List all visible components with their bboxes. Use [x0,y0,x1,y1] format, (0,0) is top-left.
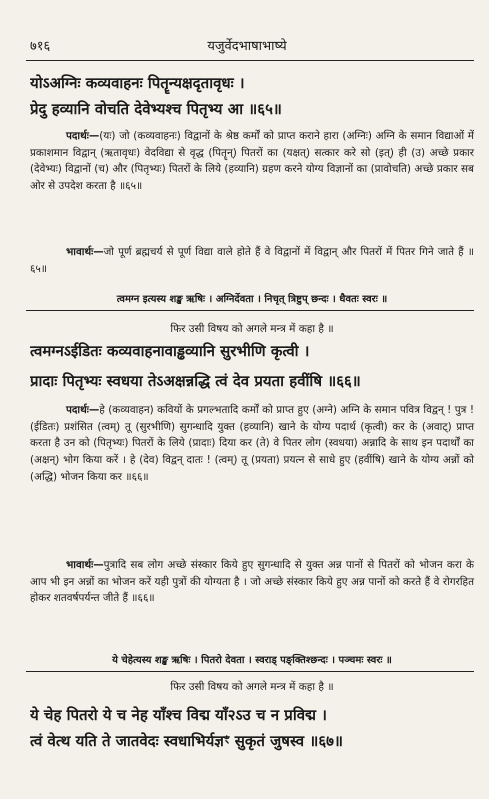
padartha-text: (यः) जो (कव्यवाहनः) विद्वानों के श्रेष्ठ कर्मों को प्राप्त कराने हारा (अग्निः) अग्नि के समान विद्याओं में प्रकाशमान विद्वान् (ऋतावृधः) वेदविद्या से वृद्ध (पितॄन्) पितरों का (यक्षत्) सत्कार करे सो (इत्) ही (उ) अच्छे प्रकार (देवेभ्यः) विद्वानों (च) और (पितृभ्यः) पितरों के लिये (हव्यानि) ग्रहण करने योग्य विज्ञानों का (प्रावोचति) अच्छे प्रकार सब ओर से उपदेश करता है ॥६५॥ [30,130,474,193]
section-rule-1 [26,310,474,311]
rishi-devata-line-66: त्वमग्न इत्यस्य शङ्ख ऋषिः । अग्निर्देवता । निचृत् त्रिष्टुप् छन्दः । धैवतः स्वरः ॥ [116,294,388,305]
header-rule [26,60,474,61]
bhavartha-label: भावार्थः— [66,559,104,571]
intro-67: फिर उसी विषय को अगले मन्त्र में कहा है ॥ [170,681,334,693]
mantra-65-line-2: प्रेदु हव्यानि वोचति देवेभ्यश्च पितृभ्य आ ॥६५॥ [30,100,282,118]
page-header [22,34,472,56]
padartha-label: पदार्थः— [66,404,100,416]
bhavartha-text: जो पूर्ण ब्रह्मचर्य से पूर्ण विद्या वाले होते हैं वे विद्वानों में विद्वान् और पितरों में पितर गिने जाते हैं ॥६५॥ [30,246,474,275]
intro-66: फिर उसी विषय को अगले मन्त्र में कहा है ॥ [170,323,334,335]
section-rule-2 [26,671,474,672]
padartha-65 [30,128,474,238]
mantra-67-line-1: ये चेह पितरो ये च नेह याँश्च विद्म याँ२ऽउ च न प्रविद्म । [30,706,327,724]
bhavartha-label: भावार्थः— [66,246,104,258]
padartha-text: हे (कव्यवाहन) कवियों के प्रगल्भतादि कर्मों को प्राप्त हुए (अग्ने) अग्नि के समान पवित्र विद्वन् ! पुत्र ! (ईडितः) प्रशंसित (त्वम्) तू (सुरभीणि) सुगन्धादि युक्त (हव्यानि) खाने के योग्य पदार्थ (कृत्वी) कर के (अवाट्) प्राप्त करता है उन को (पितृभ्यः) पितरों के लिये (प्रादाः) दिया कर (ते) वे पितर लोग (स्वधया) अन्नादि के साथ इन पदार्थों का (अक्षन्) भोग किया करें । हे (देव) विद्वन् दातः ! (त्वम्) तू (प्रयता) प्रयत्न से साधे हुए (हवींषि) खाने के योग्य अन्नों को (अद्धि) भोजन किया कर ॥६६॥ [30,404,474,483]
page-number: ७१६ [30,39,51,54]
mantra-67-line-2: त्वं वेत्थ यति ते जातवेदः स्वधाभिर्यज्ञꣳ सुकृतं जुषस्व ॥६७॥ [30,732,343,750]
rishi-devata-line-67: ये चेहेत्यस्य शङ्ख ऋषिः । पितरो देवता । स्वराड् पङ्क्तिश्छन्दः । पञ्चमः स्वरः ॥ [112,655,392,666]
bhavartha-66 [30,557,474,637]
mantra-66-line-1: त्वमग्नऽईडितः कव्यवाहनावाड्ढव्यानि सुरभीणि कृत्वी । [30,342,310,360]
bhavartha-65 [30,244,474,280]
mantra-66-line-2: प्रादाः पितृभ्यः स्वधया तेऽअक्षन्नद्धि त्वं देव प्रयता हवींषि ॥६६॥ [30,372,361,390]
padartha-label: पदार्थः— [66,130,100,142]
mantra-65-line-1: योऽअग्निः कव्यवाहनः पितॄन्यक्षदृतावृधः । [30,74,245,92]
running-title: यजुर्वेदभाषाभाष्ये [207,39,287,54]
bhavartha-text: पुत्रादि सब लोग अच्छे संस्कार किये हुए सुगन्धादि से युक्त अन्न पानों से पितरों को भोजन करा के आप भी इन अन्नों का भोजन करें यही पुत्रों की योग्यता है । जो अच्छे संस्कार किये हुए अन्न पानों को करते हैं वे रोगरहित होकर शतवर्षपर्यन्त जीते हैं ॥६६॥ [30,559,474,605]
padartha-66 [30,402,474,552]
